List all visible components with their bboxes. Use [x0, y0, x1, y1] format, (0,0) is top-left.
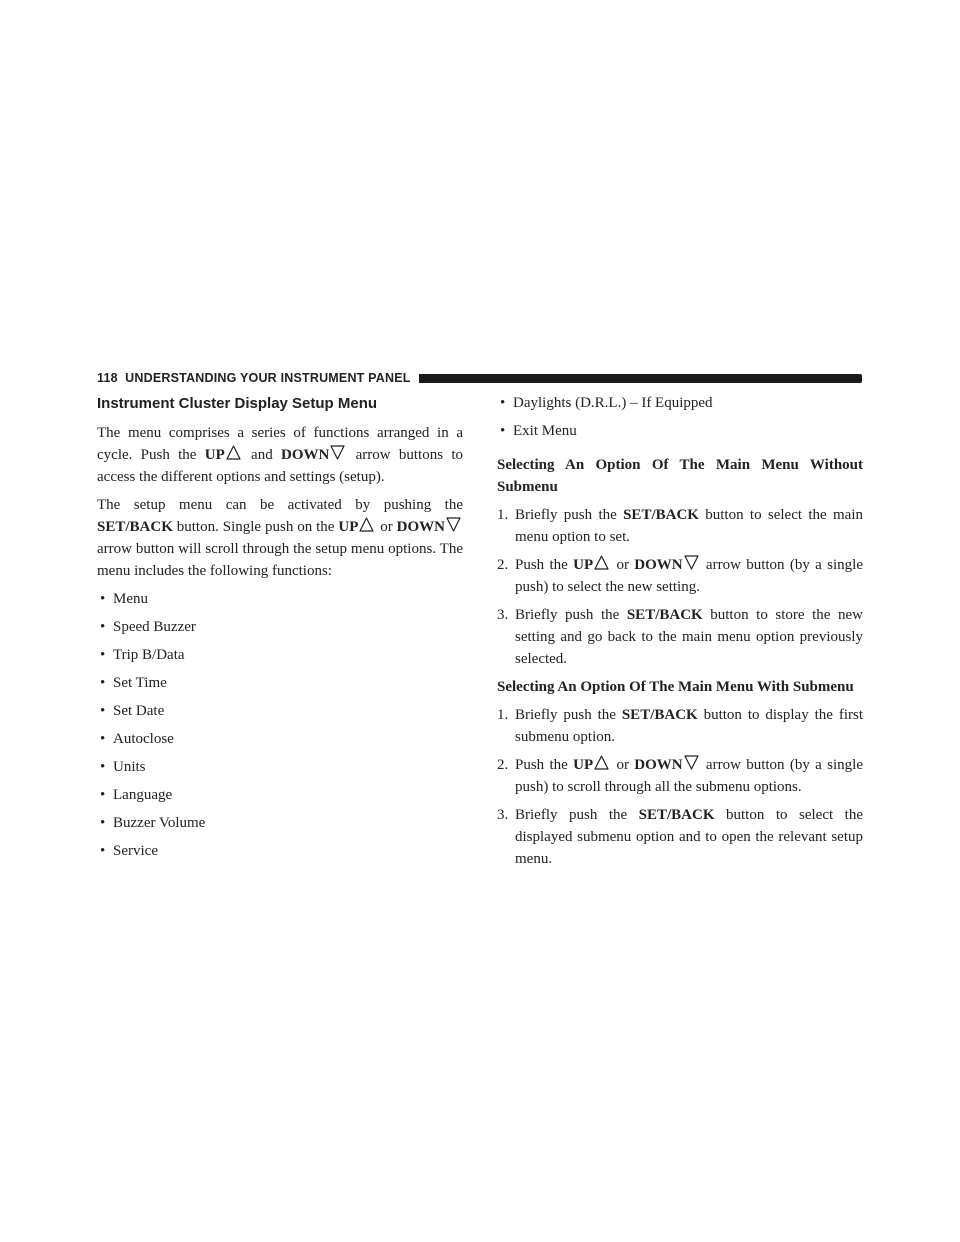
- list-item: • Buzzer Volume: [97, 812, 463, 840]
- header-rule: [419, 374, 862, 383]
- list-item: • Daylights (D.R.L.) – If Equipped: [497, 392, 863, 420]
- step-item: 1. Briefly push the SET/BACK button to display the first submenu option.: [497, 707, 863, 745]
- step-item: 1. Briefly push the SET/BACK button to select the main menu option to set.: [497, 507, 863, 545]
- list-item: • Speed Buzzer: [97, 616, 463, 644]
- list-item: • Trip B/Data: [97, 644, 463, 672]
- intro-paragraph: The menu comprises a series of functions arranged in a cycle. Push the UP and DOWN arrow buttons to access the different options and settings (setup).: [97, 425, 463, 485]
- subheading-without-submenu: Selecting An Option Of The Main Menu Without Submenu: [497, 457, 863, 495]
- list-item: • Language: [97, 784, 463, 812]
- step-item: 2. Push the UP or DOWN arrow button (by a single push) to scroll through all the submenu options.: [497, 757, 863, 795]
- down-arrow-icon: [330, 445, 345, 460]
- down-arrow-icon: [684, 555, 699, 570]
- left-column: [97, 394, 463, 868]
- list-item: • Units: [97, 756, 463, 784]
- list-item: • Exit Menu: [497, 420, 863, 448]
- step-item: 2. Push the UP or DOWN arrow button (by a single push) to select the new setting.: [497, 557, 863, 595]
- up-arrow-icon: [359, 517, 374, 532]
- list-item: • Menu: [97, 588, 463, 616]
- function-list-continued: [497, 392, 863, 448]
- page-number: 118: [97, 371, 118, 385]
- header-text: [97, 371, 411, 385]
- steps-with-submenu: [497, 704, 863, 870]
- list-item: • Service: [97, 840, 463, 868]
- subheading-with-submenu: Selecting An Option Of The Main Menu With Submenu: [497, 679, 854, 695]
- up-arrow-icon: [226, 445, 241, 460]
- list-item: • Autoclose: [97, 728, 463, 756]
- function-list: [97, 588, 463, 868]
- list-item: • Set Date: [97, 700, 463, 728]
- section-title: Instrument Cluster Display Setup Menu: [97, 395, 378, 412]
- down-arrow-icon: [446, 517, 461, 532]
- step-item: 3. Briefly push the SET/BACK button to select the displayed submenu option and to open the relevant setup menu.: [497, 807, 863, 867]
- list-item: • Set Time: [97, 672, 463, 700]
- up-arrow-icon: [594, 555, 609, 570]
- page-header: [97, 370, 862, 386]
- setup-paragraph: The setup menu can be activated by pushing the SET/BACK button. Single push on the UP or DOWN arrow button will scroll through the setup menu options. The menu includes the following functions:: [97, 497, 463, 579]
- right-column: [497, 394, 863, 876]
- step-item: 3. Briefly push the SET/BACK button to store the new setting and go back to the main menu option previously selected.: [497, 607, 863, 667]
- steps-without-submenu: [497, 504, 863, 670]
- section-name: UNDERSTANDING YOUR INSTRUMENT PANEL: [125, 371, 411, 385]
- down-arrow-icon: [684, 755, 699, 770]
- up-arrow-icon: [594, 755, 609, 770]
